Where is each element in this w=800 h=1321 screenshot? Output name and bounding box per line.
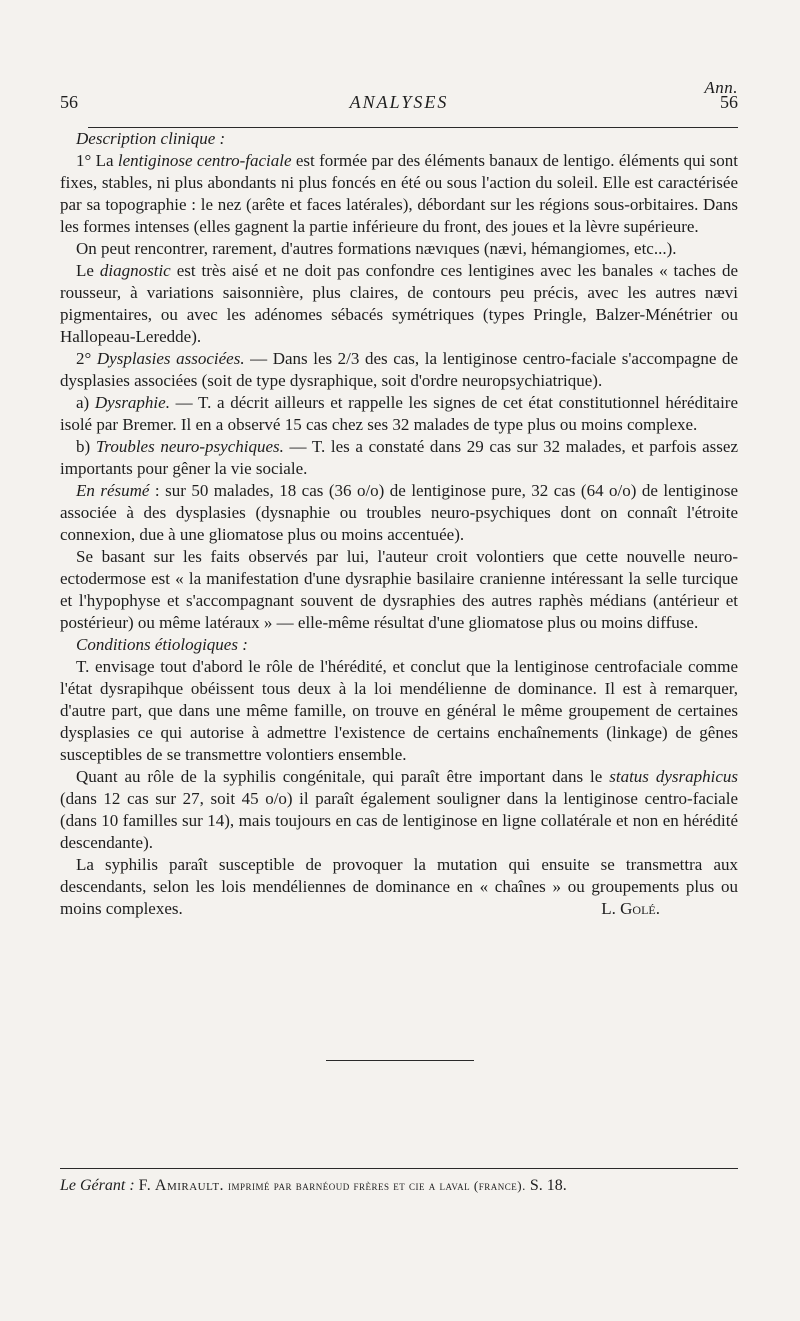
paragraph-dysplasies: 2° Dysplasies associées. — Dans les 2/3 des cas, la lentiginose centro-faciale s'accompagne de dysplasies associées (soit de type dysraphique, soit d'ordre neuropsychiatrique). [60, 349, 738, 390]
page-number-left: 56 [60, 92, 78, 112]
paragraph-mutation: La syphilis paraît susceptible de provoquer la mutation qui ensuite se transmettra aux descendants, selon les lois mendéliennes de dominance en « chaînes » ou groupements plus ou moins complexes. L. Golé. [60, 855, 738, 918]
paragraph-formations: On peut rencontrer, rarement, d'autres formations nævıques (nævi, hémangiomes, etc...). [76, 239, 677, 258]
end-of-article-rule [326, 1060, 474, 1061]
section-title: ANALYSES [349, 92, 449, 112]
paragraph-resume: En résumé : sur 50 malades, 18 cas (36 o/o) de lentiginose pure, 32 cas (64 o/o) de lentiginose associée à des dysplasies (dysnaphie ou troubles neuro-psychiques dont on connaît l'étroite connexion, due à une gliomatose plus ou moins accentuée). [60, 481, 739, 544]
paragraph-syphilis-congenitale: Quant au rôle de la syphilis congénitale, qui paraît être important dans le status dysraphicus (dans 12 cas sur 27, soit 45 o/o) il paraît également souligner dans la lentiginose centro-faciale (dans 10 familles sur 14), mais toujours en cas de lentiginose en ligne collatérale et non en hérédité descendante). [60, 767, 738, 852]
editor-label: Le Gérant : [60, 1177, 135, 1194]
paragraph-diagnostic: Le diagnostic est très aisé et ne doit pas confondre ces lentigines avec les banales « taches de rousseur, à variations saisonnière, plus claires, de contours peu précis, avec les autres nævi pigmentaires, ou avec les adénomes sébacés symétriques (types Pringle, Balzer-Ménétrier ou Hallopeau-Leredde). [60, 261, 738, 346]
footer-rule [60, 1168, 738, 1169]
heading-conditions-etiologiques: Conditions étiologiques : [76, 635, 248, 654]
paragraph-heredite: T. envisage tout d'abord le rôle de l'hérédité, et conclut que la lentiginose centrofaciale comme l'état dysrapihque obéissent tous deux à la loi mendélienne de dominance. Il est à remarquer, d'autre part, que dans une même famille, on trouve en général le même groupement de certaines dysplasies ce qui autorise à admettre l'existence de certains enchaînements (linkage) de gênes susceptibles de se transmettre volontiers ensemble. [60, 657, 738, 764]
sheet-number: S. 18. [529, 1177, 567, 1194]
running-header [60, 92, 738, 122]
page-number-right: 56 [720, 92, 738, 112]
paragraph-lentiginose: 1° La lentiginose centro-faciale est formée par des éléments banaux de lentigo. éléments qui sont fixes, stables, ni plus abondants ni plus foncés en été ou sous l'action du soleil. Elle est caractérisée par sa topographie : le nez (arête et faces latérales), débordant sur les régions sous-orbitaires. Dans les formes intenses (elles gagnent la partie inférieure du front, des joues et la lèvre supérieure. [60, 151, 739, 236]
journal-abbreviation: Ann. [704, 78, 738, 97]
imprint-footer [60, 1177, 738, 1195]
heading-description-clinique: Description clinique : [76, 129, 226, 148]
article-body [60, 128, 738, 920]
paragraph-troubles: b) Troubles neuro-psychiques. — T. les a constaté dans 29 cas sur 32 malades, et parfois assez importants pour gêner la vie sociale. [60, 437, 738, 478]
printer-credit: imprimé par barnéoud frères et cie a laval (france). [228, 1178, 526, 1193]
editor-name: F. Amirault. [138, 1177, 225, 1194]
paragraph-dysraphie: a) Dysraphie. — T. a décrit ailleurs et rappelle les signes de cet état constitutionnel héréditaire isolé par Bremer. Il en a observé 15 cas chez ses 32 malades de type plus ou moins complexe. [60, 393, 738, 434]
author-signature: L. Golé. [601, 899, 660, 918]
paragraph-neuro-ectodermose: Se basant sur les faits observés par lui, l'auteur croit volontiers que cette nouvelle neuro-ectodermose est « la manifestation d'une dysraphie basilaire cranienne intéressant la selle turcique et l'hypophyse et s'accompagnant souvent de dysraphies des autres raphès médians (antérieur et postérieur) ou même latéraux » — elle-même résultat d'une gliomatose plus ou moins diffuse. [60, 547, 738, 632]
